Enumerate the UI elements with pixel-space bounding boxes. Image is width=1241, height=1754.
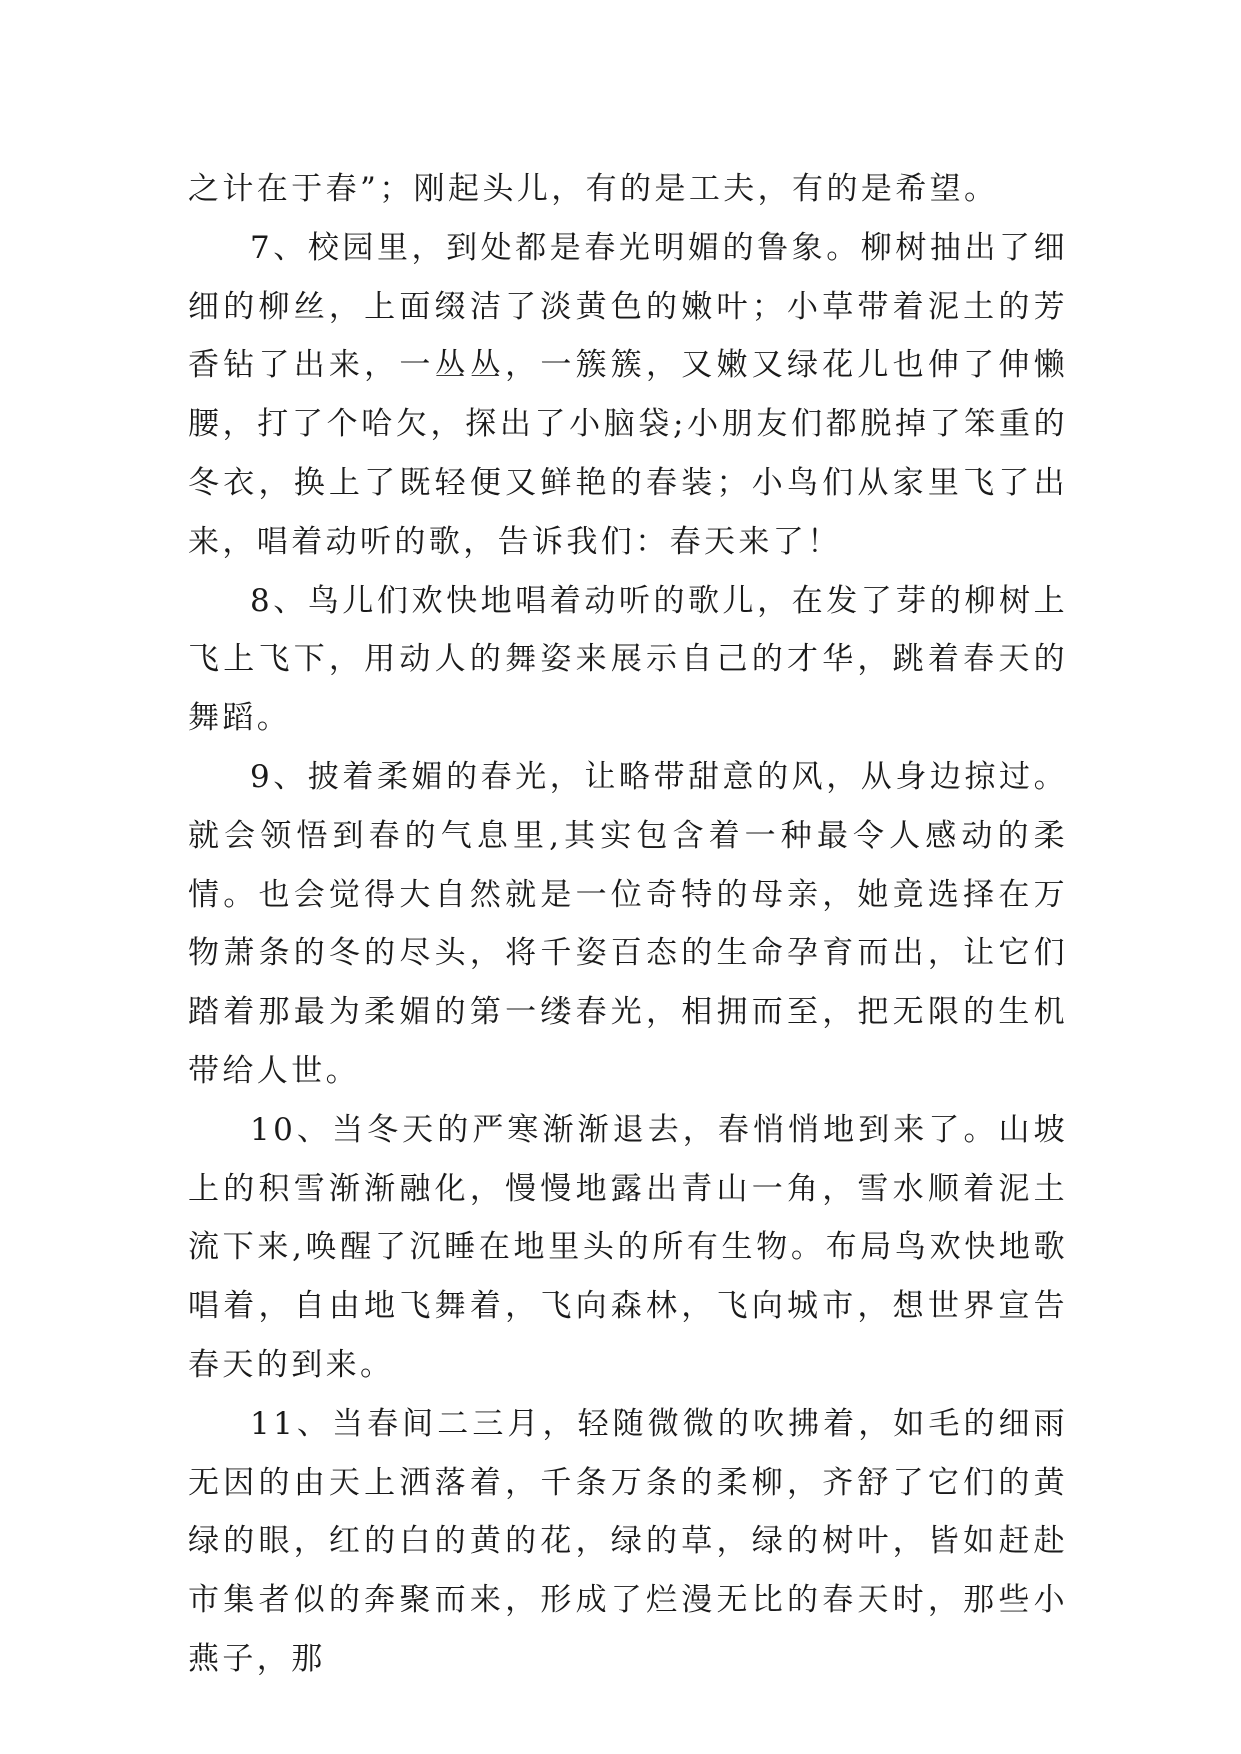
- paragraph-11: 11、当春间二三月，轻随微微的吹拂着，如毛的细雨无因的由天上洒落着，千条万条的柔柳，齐舒了它们的黄绿的眼，红的白的黄的花，绿的草，绿的树叶，皆如赶赴市集者似的奔聚而来，形成了烂漫无比的春天时，那些小燕子，那: [188, 1405, 1068, 1677]
- body-text: [188, 160, 1068, 1689]
- paragraph-9: 9、披着柔媚的春光，让略带甜意的风，从身边掠过。就会领悟到春的气息里,其实包含着一种最令人感动的柔情。也会觉得大自然就是一位奇特的母亲，她竟选择在万物萧条的冬的尽头，将千姿百态的生命孕育而出，让它们踏着那最为柔媚的第一缕春光，相拥而至，把无限的生机带给人世。: [188, 758, 1068, 1089]
- paragraph-8: 8、鸟儿们欢快地唱着动听的歌儿，在发了芽的柳树上飞上飞下，用动人的舞姿来展示自己的才华，跳着春天的舞蹈。: [188, 582, 1068, 737]
- paragraph-10: 10、当冬天的严寒渐渐退去，春悄悄地到来了。山坡上的积雪渐渐融化，慢慢地露出青山一角，雪水顺着泥土流下来,唤醒了沉睡在地里头的所有生物。布局鸟欢快地歌唱着，自由地飞舞着，飞向森林，飞向城市，想世界宣告春天的到来。: [188, 1111, 1068, 1383]
- paragraph-7: 7、校园里，到处都是春光明媚的鲁象。柳树抽出了细细的柳丝，上面缀洁了淡黄色的嫩叶；小草带着泥土的芳香钻了出来，一丛丛，一簇簇，又嫩又绿花儿也伸了伸懒腰，打了个哈欠，探出了小脑袋;小朋友们都脱掉了笨重的冬衣，换上了既轻便又鲜艳的春装；小鸟们从家里飞了出来，唱着动听的歌，告诉我们：春天来了！: [188, 229, 1068, 560]
- paragraph-continuation: 之计在于春”；刚起头儿，有的是工夫，有的是希望。: [188, 171, 999, 207]
